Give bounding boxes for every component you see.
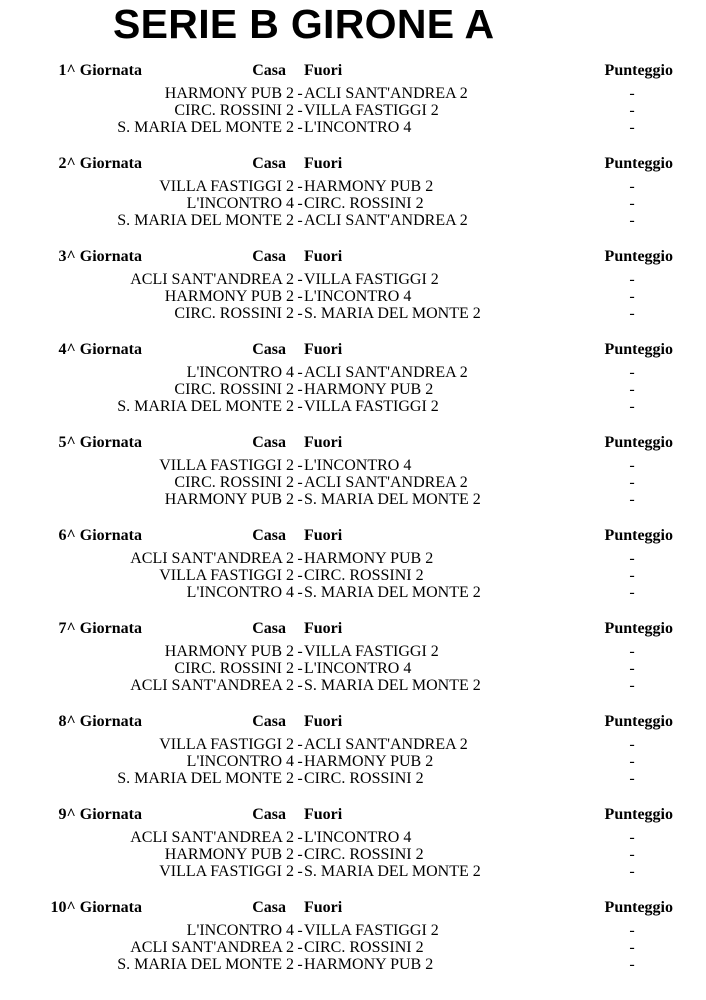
match-score: - <box>629 474 635 491</box>
match-separator: - <box>297 212 303 229</box>
match-row <box>0 119 706 136</box>
match-separator: - <box>297 305 303 322</box>
round-label: 5^ Giornata <box>58 434 142 451</box>
round-label: 1^ Giornata <box>58 62 142 79</box>
match-separator: - <box>297 753 303 770</box>
score-column-header: Punteggio <box>604 713 673 730</box>
match-row <box>0 457 706 474</box>
home-team: L'INCONTRO 4 <box>186 364 294 381</box>
score-column-header: Punteggio <box>604 155 673 172</box>
round-label: 8^ Giornata <box>58 713 142 730</box>
match-separator: - <box>297 677 303 694</box>
round-6 <box>0 526 706 606</box>
match-row <box>0 195 706 212</box>
home-team: CIRC. ROSSINI 2 <box>174 381 294 398</box>
match-row <box>0 288 706 305</box>
score-column-header: Punteggio <box>604 248 673 265</box>
home-team: HARMONY PUB 2 <box>164 643 294 660</box>
match-row <box>0 212 706 229</box>
round-header <box>0 898 706 918</box>
home-column-header: Casa <box>252 527 286 544</box>
score-column-header: Punteggio <box>604 62 673 79</box>
match-score: - <box>629 956 635 973</box>
match-score: - <box>629 643 635 660</box>
match-score: - <box>629 584 635 601</box>
match-row <box>0 643 706 660</box>
round-8 <box>0 712 706 792</box>
round-label: 6^ Giornata <box>58 527 142 544</box>
match-separator: - <box>297 102 303 119</box>
away-team: ACLI SANT'ANDREA 2 <box>304 474 468 491</box>
away-team: S. MARIA DEL MONTE 2 <box>304 584 481 601</box>
away-column-header: Fuori <box>304 806 343 823</box>
round-header <box>0 340 706 360</box>
match-row <box>0 753 706 770</box>
away-team: VILLA FASTIGGI 2 <box>304 922 439 939</box>
round-label: 2^ Giornata <box>58 155 142 172</box>
away-team: L'INCONTRO 4 <box>304 457 412 474</box>
match-score: - <box>629 212 635 229</box>
match-row <box>0 922 706 939</box>
round-header <box>0 154 706 174</box>
round-label: 4^ Giornata <box>58 341 142 358</box>
home-team: HARMONY PUB 2 <box>164 491 294 508</box>
away-column-header: Fuori <box>304 713 343 730</box>
away-team: S. MARIA DEL MONTE 2 <box>304 305 481 322</box>
round-header <box>0 712 706 732</box>
score-column-header: Punteggio <box>604 341 673 358</box>
match-row <box>0 939 706 956</box>
match-score: - <box>629 829 635 846</box>
away-team: L'INCONTRO 4 <box>304 119 412 136</box>
home-team: ACLI SANT'ANDREA 2 <box>130 829 294 846</box>
match-row <box>0 550 706 567</box>
away-team: CIRC. ROSSINI 2 <box>304 939 424 956</box>
away-team: ACLI SANT'ANDREA 2 <box>304 364 468 381</box>
away-team: HARMONY PUB 2 <box>304 956 434 973</box>
score-column-header: Punteggio <box>604 899 673 916</box>
match-separator: - <box>297 660 303 677</box>
match-score: - <box>629 939 635 956</box>
away-team: ACLI SANT'ANDREA 2 <box>304 736 468 753</box>
home-column-header: Casa <box>252 248 286 265</box>
round-4 <box>0 340 706 420</box>
match-row <box>0 829 706 846</box>
match-separator: - <box>297 846 303 863</box>
match-score: - <box>629 271 635 288</box>
match-score: - <box>629 770 635 787</box>
round-1 <box>0 61 706 141</box>
home-team: L'INCONTRO 4 <box>186 195 294 212</box>
home-team: VILLA FASTIGGI 2 <box>159 178 294 195</box>
match-score: - <box>629 491 635 508</box>
match-separator: - <box>297 736 303 753</box>
home-team: ACLI SANT'ANDREA 2 <box>130 939 294 956</box>
match-score: - <box>629 398 635 415</box>
match-row <box>0 271 706 288</box>
away-column-header: Fuori <box>304 248 343 265</box>
round-5 <box>0 433 706 513</box>
match-row <box>0 491 706 508</box>
away-team: S. MARIA DEL MONTE 2 <box>304 863 481 880</box>
home-team: VILLA FASTIGGI 2 <box>159 736 294 753</box>
match-separator: - <box>297 288 303 305</box>
home-team: S. MARIA DEL MONTE 2 <box>117 398 294 415</box>
match-separator: - <box>297 398 303 415</box>
away-column-header: Fuori <box>304 155 343 172</box>
round-header <box>0 433 706 453</box>
away-team: L'INCONTRO 4 <box>304 829 412 846</box>
round-label: 10^ Giornata <box>50 899 142 916</box>
round-header <box>0 247 706 267</box>
match-score: - <box>629 660 635 677</box>
away-team: L'INCONTRO 4 <box>304 660 412 677</box>
match-row <box>0 102 706 119</box>
match-score: - <box>629 753 635 770</box>
match-row <box>0 305 706 322</box>
home-team: CIRC. ROSSINI 2 <box>174 305 294 322</box>
round-10 <box>0 898 706 978</box>
match-row <box>0 770 706 787</box>
match-separator: - <box>297 381 303 398</box>
round-2 <box>0 154 706 234</box>
away-team: CIRC. ROSSINI 2 <box>304 770 424 787</box>
match-separator: - <box>297 119 303 136</box>
away-column-header: Fuori <box>304 434 343 451</box>
away-team: CIRC. ROSSINI 2 <box>304 846 424 863</box>
away-team: VILLA FASTIGGI 2 <box>304 398 439 415</box>
home-team: VILLA FASTIGGI 2 <box>159 457 294 474</box>
away-column-header: Fuori <box>304 341 343 358</box>
home-team: VILLA FASTIGGI 2 <box>159 567 294 584</box>
match-row <box>0 677 706 694</box>
away-team: VILLA FASTIGGI 2 <box>304 643 439 660</box>
away-team: ACLI SANT'ANDREA 2 <box>304 85 468 102</box>
match-separator: - <box>297 195 303 212</box>
round-header <box>0 805 706 825</box>
home-column-header: Casa <box>252 620 286 637</box>
page-title: SERIE B GIRONE A <box>113 1 495 47</box>
match-score: - <box>629 567 635 584</box>
home-team: ACLI SANT'ANDREA 2 <box>130 550 294 567</box>
match-row <box>0 178 706 195</box>
match-separator: - <box>297 922 303 939</box>
match-row <box>0 381 706 398</box>
away-team: S. MARIA DEL MONTE 2 <box>304 677 481 694</box>
home-column-header: Casa <box>252 713 286 730</box>
home-column-header: Casa <box>252 155 286 172</box>
match-row <box>0 85 706 102</box>
match-score: - <box>629 922 635 939</box>
away-column-header: Fuori <box>304 620 343 637</box>
away-column-header: Fuori <box>304 527 343 544</box>
match-row <box>0 567 706 584</box>
home-team: HARMONY PUB 2 <box>164 288 294 305</box>
away-team: VILLA FASTIGGI 2 <box>304 102 439 119</box>
home-team: HARMONY PUB 2 <box>164 846 294 863</box>
score-column-header: Punteggio <box>604 527 673 544</box>
match-separator: - <box>297 567 303 584</box>
home-column-header: Casa <box>252 899 286 916</box>
match-row <box>0 660 706 677</box>
home-team: S. MARIA DEL MONTE 2 <box>117 212 294 229</box>
round-9 <box>0 805 706 885</box>
home-column-header: Casa <box>252 62 286 79</box>
home-team: VILLA FASTIGGI 2 <box>159 863 294 880</box>
match-separator: - <box>297 863 303 880</box>
home-team: CIRC. ROSSINI 2 <box>174 102 294 119</box>
match-score: - <box>629 457 635 474</box>
away-team: HARMONY PUB 2 <box>304 178 434 195</box>
away-team: ACLI SANT'ANDREA 2 <box>304 212 468 229</box>
away-column-header: Fuori <box>304 899 343 916</box>
home-team: L'INCONTRO 4 <box>186 584 294 601</box>
match-score: - <box>629 863 635 880</box>
match-score: - <box>629 102 635 119</box>
round-3 <box>0 247 706 327</box>
match-separator: - <box>297 939 303 956</box>
match-separator: - <box>297 178 303 195</box>
match-row <box>0 736 706 753</box>
match-separator: - <box>297 457 303 474</box>
round-label: 3^ Giornata <box>58 248 142 265</box>
match-score: - <box>629 736 635 753</box>
home-team: ACLI SANT'ANDREA 2 <box>130 271 294 288</box>
home-team: L'INCONTRO 4 <box>186 922 294 939</box>
home-team: CIRC. ROSSINI 2 <box>174 660 294 677</box>
away-team: L'INCONTRO 4 <box>304 288 412 305</box>
score-column-header: Punteggio <box>604 434 673 451</box>
match-row <box>0 474 706 491</box>
match-separator: - <box>297 474 303 491</box>
match-row <box>0 364 706 381</box>
home-team: HARMONY PUB 2 <box>164 85 294 102</box>
match-score: - <box>629 305 635 322</box>
home-column-header: Casa <box>252 434 286 451</box>
match-separator: - <box>297 770 303 787</box>
away-team: CIRC. ROSSINI 2 <box>304 567 424 584</box>
match-row <box>0 846 706 863</box>
round-header <box>0 619 706 639</box>
match-score: - <box>629 677 635 694</box>
match-separator: - <box>297 956 303 973</box>
away-team: HARMONY PUB 2 <box>304 550 434 567</box>
home-team: S. MARIA DEL MONTE 2 <box>117 119 294 136</box>
match-score: - <box>629 550 635 567</box>
match-score: - <box>629 119 635 136</box>
match-score: - <box>629 85 635 102</box>
match-separator: - <box>297 643 303 660</box>
match-separator: - <box>297 491 303 508</box>
match-score: - <box>629 178 635 195</box>
match-row <box>0 956 706 973</box>
match-separator: - <box>297 829 303 846</box>
home-team: L'INCONTRO 4 <box>186 753 294 770</box>
home-team: S. MARIA DEL MONTE 2 <box>117 956 294 973</box>
away-team: VILLA FASTIGGI 2 <box>304 271 439 288</box>
match-row <box>0 584 706 601</box>
score-column-header: Punteggio <box>604 620 673 637</box>
match-row <box>0 398 706 415</box>
round-label: 9^ Giornata <box>58 806 142 823</box>
home-team: CIRC. ROSSINI 2 <box>174 474 294 491</box>
round-label: 7^ Giornata <box>58 620 142 637</box>
away-team: S. MARIA DEL MONTE 2 <box>304 491 481 508</box>
match-score: - <box>629 364 635 381</box>
away-team: HARMONY PUB 2 <box>304 753 434 770</box>
match-score: - <box>629 846 635 863</box>
round-header <box>0 61 706 81</box>
round-7 <box>0 619 706 699</box>
away-column-header: Fuori <box>304 62 343 79</box>
match-score: - <box>629 288 635 305</box>
home-column-header: Casa <box>252 341 286 358</box>
match-separator: - <box>297 364 303 381</box>
home-team: ACLI SANT'ANDREA 2 <box>130 677 294 694</box>
match-separator: - <box>297 271 303 288</box>
home-column-header: Casa <box>252 806 286 823</box>
match-score: - <box>629 381 635 398</box>
away-team: CIRC. ROSSINI 2 <box>304 195 424 212</box>
round-header <box>0 526 706 546</box>
home-team: S. MARIA DEL MONTE 2 <box>117 770 294 787</box>
match-separator: - <box>297 584 303 601</box>
match-score: - <box>629 195 635 212</box>
match-separator: - <box>297 550 303 567</box>
match-row <box>0 863 706 880</box>
match-separator: - <box>297 85 303 102</box>
score-column-header: Punteggio <box>604 806 673 823</box>
away-team: HARMONY PUB 2 <box>304 381 434 398</box>
